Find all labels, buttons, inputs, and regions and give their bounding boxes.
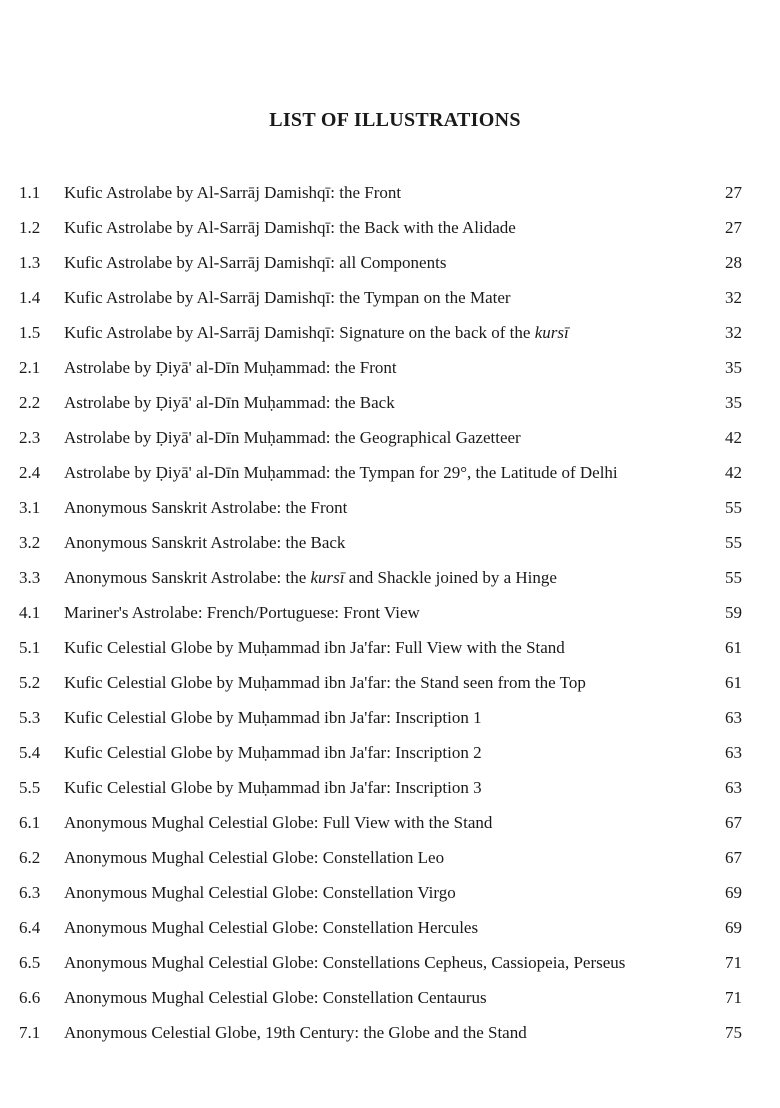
list-item	[0, 948, 780, 983]
page-number: 35	[725, 358, 742, 377]
illustration-caption	[64, 318, 569, 348]
list-item	[0, 283, 780, 318]
caption-text: Astrolabe by Ḍiyā' al-Dīn Muḥammad: the Front	[64, 358, 397, 377]
page-number: 42	[725, 428, 742, 447]
page-number: 28	[725, 253, 742, 272]
illustration-number: 1.5	[19, 323, 41, 342]
page-number: 55	[725, 533, 742, 552]
illustration-number: 5.3	[19, 708, 41, 727]
caption-text: Anonymous Sanskrit Astrolabe: the Front	[64, 498, 348, 517]
list-item	[0, 178, 780, 213]
caption-text: and Shackle joined by a Hinge	[344, 568, 557, 587]
illustration-number: 2.2	[19, 393, 41, 412]
list-item	[0, 668, 780, 703]
list-item	[0, 703, 780, 738]
illustration-number: 6.4	[19, 918, 41, 937]
illustration-number: 6.5	[19, 953, 41, 972]
page-number: 69	[725, 883, 742, 902]
illustration-caption	[64, 353, 397, 383]
illustration-number: 2.1	[19, 358, 41, 377]
caption-text: Anonymous Mughal Celestial Globe: Constellation Virgo	[64, 883, 456, 902]
illustration-caption	[64, 913, 478, 943]
illustration-number: 7.1	[19, 1023, 41, 1042]
list-item	[0, 878, 780, 913]
list-item	[0, 983, 780, 1018]
illustration-number: 3.3	[19, 568, 41, 587]
illustration-number: 1.3	[19, 253, 41, 272]
page-number: 63	[725, 743, 742, 762]
caption-text: Anonymous Mughal Celestial Globe: Constellation Hercules	[64, 918, 479, 937]
caption-italic-term: kursī	[310, 568, 345, 587]
caption-text: Kufic Astrolabe by Al-Sarrāj Damishqī: the Front	[64, 183, 402, 202]
caption-text: Kufic Celestial Globe by Muḥammad ibn Ja'far: Full View with the Stand	[64, 638, 565, 657]
page-number: 75	[725, 1023, 742, 1042]
list-item	[0, 318, 780, 353]
page-number: 42	[725, 463, 742, 482]
list-item	[0, 738, 780, 773]
illustration-caption	[64, 1018, 527, 1048]
caption-text: Kufic Celestial Globe by Muḥammad ibn Ja'far: Inscription 2	[64, 743, 482, 762]
illustration-number: 5.1	[19, 638, 41, 657]
page-number: 69	[725, 918, 742, 937]
page-number: 67	[725, 848, 742, 867]
page-number: 63	[725, 708, 742, 727]
illustration-caption	[64, 843, 444, 873]
caption-text: Astrolabe by Ḍiyā' al-Dīn Muḥammad: the Back	[64, 393, 395, 412]
illustration-caption	[64, 598, 420, 628]
caption-text: Astrolabe by Ḍiyā' al-Dīn Muḥammad: the Tympan for 29°, the Latitude of Delhi	[64, 463, 618, 482]
illustration-caption	[64, 878, 456, 908]
page-number: 59	[725, 603, 742, 622]
list-item	[0, 1018, 780, 1053]
page-number: 35	[725, 393, 742, 412]
caption-italic-term: kursī	[534, 323, 569, 342]
illustration-list	[0, 178, 780, 1053]
caption-text: Anonymous Mughal Celestial Globe: Constellation Centaurus	[64, 988, 487, 1007]
caption-text: Anonymous Sanskrit Astrolabe: the Back	[64, 533, 346, 552]
caption-text: Kufic Astrolabe by Al-Sarrāj Damishqī: the Back with the Alidade	[64, 218, 516, 237]
page-title: LIST OF ILLUSTRATIONS	[269, 109, 521, 131]
list-item	[0, 528, 780, 563]
illustration-number: 5.4	[19, 743, 41, 762]
list-item	[0, 213, 780, 248]
list-item	[0, 598, 780, 633]
illustration-number: 3.2	[19, 533, 41, 552]
illustration-number: 4.1	[19, 603, 41, 622]
caption-text: Anonymous Mughal Celestial Globe: Constellation Leo	[64, 848, 445, 867]
list-item	[0, 808, 780, 843]
page-number: 71	[725, 988, 742, 1007]
illustration-caption	[64, 388, 395, 418]
caption-text: Kufic Celestial Globe by Muḥammad ibn Ja'far: Inscription 1	[64, 708, 482, 727]
page-number: 63	[725, 778, 742, 797]
illustration-caption	[64, 458, 618, 488]
caption-text: Anonymous Mughal Celestial Globe: Constellations Cepheus, Cassiopeia, Perseus	[64, 953, 626, 972]
illustration-number: 1.1	[19, 183, 41, 202]
illustration-caption	[64, 633, 565, 663]
page-number: 61	[725, 673, 742, 692]
illustration-number: 1.2	[19, 218, 41, 237]
illustration-caption	[64, 248, 446, 278]
illustration-caption	[64, 213, 516, 243]
illustration-number: 5.5	[19, 778, 41, 797]
page-number: 32	[725, 288, 742, 307]
illustration-caption	[64, 808, 492, 838]
caption-text: Anonymous Mughal Celestial Globe: Full View with the Stand	[64, 813, 493, 832]
illustration-caption	[64, 668, 586, 698]
illustration-caption	[64, 983, 487, 1013]
illustration-caption	[64, 773, 482, 803]
page-number: 55	[725, 568, 742, 587]
caption-text: Mariner's Astrolabe: French/Portuguese: Front View	[64, 603, 420, 622]
illustration-number: 5.2	[19, 673, 41, 692]
caption-text: Kufic Celestial Globe by Muḥammad ibn Ja'far: the Stand seen from the Top	[64, 673, 586, 692]
caption-text: Kufic Astrolabe by Al-Sarrāj Damishqī: all Components	[64, 253, 447, 272]
illustration-number: 1.4	[19, 288, 41, 307]
illustration-caption	[64, 563, 557, 593]
page-number: 61	[725, 638, 742, 657]
list-item	[0, 353, 780, 388]
illustration-number: 6.1	[19, 813, 41, 832]
illustration-number: 3.1	[19, 498, 41, 517]
caption-text: Kufic Celestial Globe by Muḥammad ibn Ja'far: Inscription 3	[64, 778, 482, 797]
list-item	[0, 423, 780, 458]
illustration-caption	[64, 178, 401, 208]
caption-text: Astrolabe by Ḍiyā' al-Dīn Muḥammad: the Geographical Gazetteer	[64, 428, 521, 447]
illustration-caption	[64, 738, 482, 768]
illustration-number: 6.6	[19, 988, 41, 1007]
illustration-caption	[64, 423, 521, 453]
list-item	[0, 913, 780, 948]
illustration-number: 2.3	[19, 428, 41, 447]
page-number: 32	[725, 323, 742, 342]
page-number: 27	[725, 183, 742, 202]
page-number: 71	[725, 953, 742, 972]
page-number: 67	[725, 813, 742, 832]
illustration-number: 6.2	[19, 848, 41, 867]
list-item	[0, 493, 780, 528]
illustration-caption	[64, 283, 511, 313]
illustration-caption	[64, 528, 345, 558]
caption-text: Kufic Astrolabe by Al-Sarrāj Damishqī: Signature on the back of the	[64, 323, 535, 342]
caption-text: Anonymous Celestial Globe, 19th Century: the Globe and the Stand	[64, 1023, 527, 1042]
illustration-number: 6.3	[19, 883, 41, 902]
illustration-caption	[64, 493, 347, 523]
list-item	[0, 843, 780, 878]
list-item	[0, 388, 780, 423]
illustration-caption	[64, 703, 482, 733]
list-item	[0, 458, 780, 493]
illustration-caption	[64, 948, 625, 978]
caption-text: Anonymous Sanskrit Astrolabe: the	[64, 568, 311, 587]
list-item	[0, 563, 780, 598]
caption-text: Kufic Astrolabe by Al-Sarrāj Damishqī: the Tympan on the Mater	[64, 288, 511, 307]
illustration-number: 2.4	[19, 463, 41, 482]
page-number: 55	[725, 498, 742, 517]
page-number: 27	[725, 218, 742, 237]
list-item	[0, 248, 780, 283]
list-item	[0, 773, 780, 808]
list-item	[0, 633, 780, 668]
